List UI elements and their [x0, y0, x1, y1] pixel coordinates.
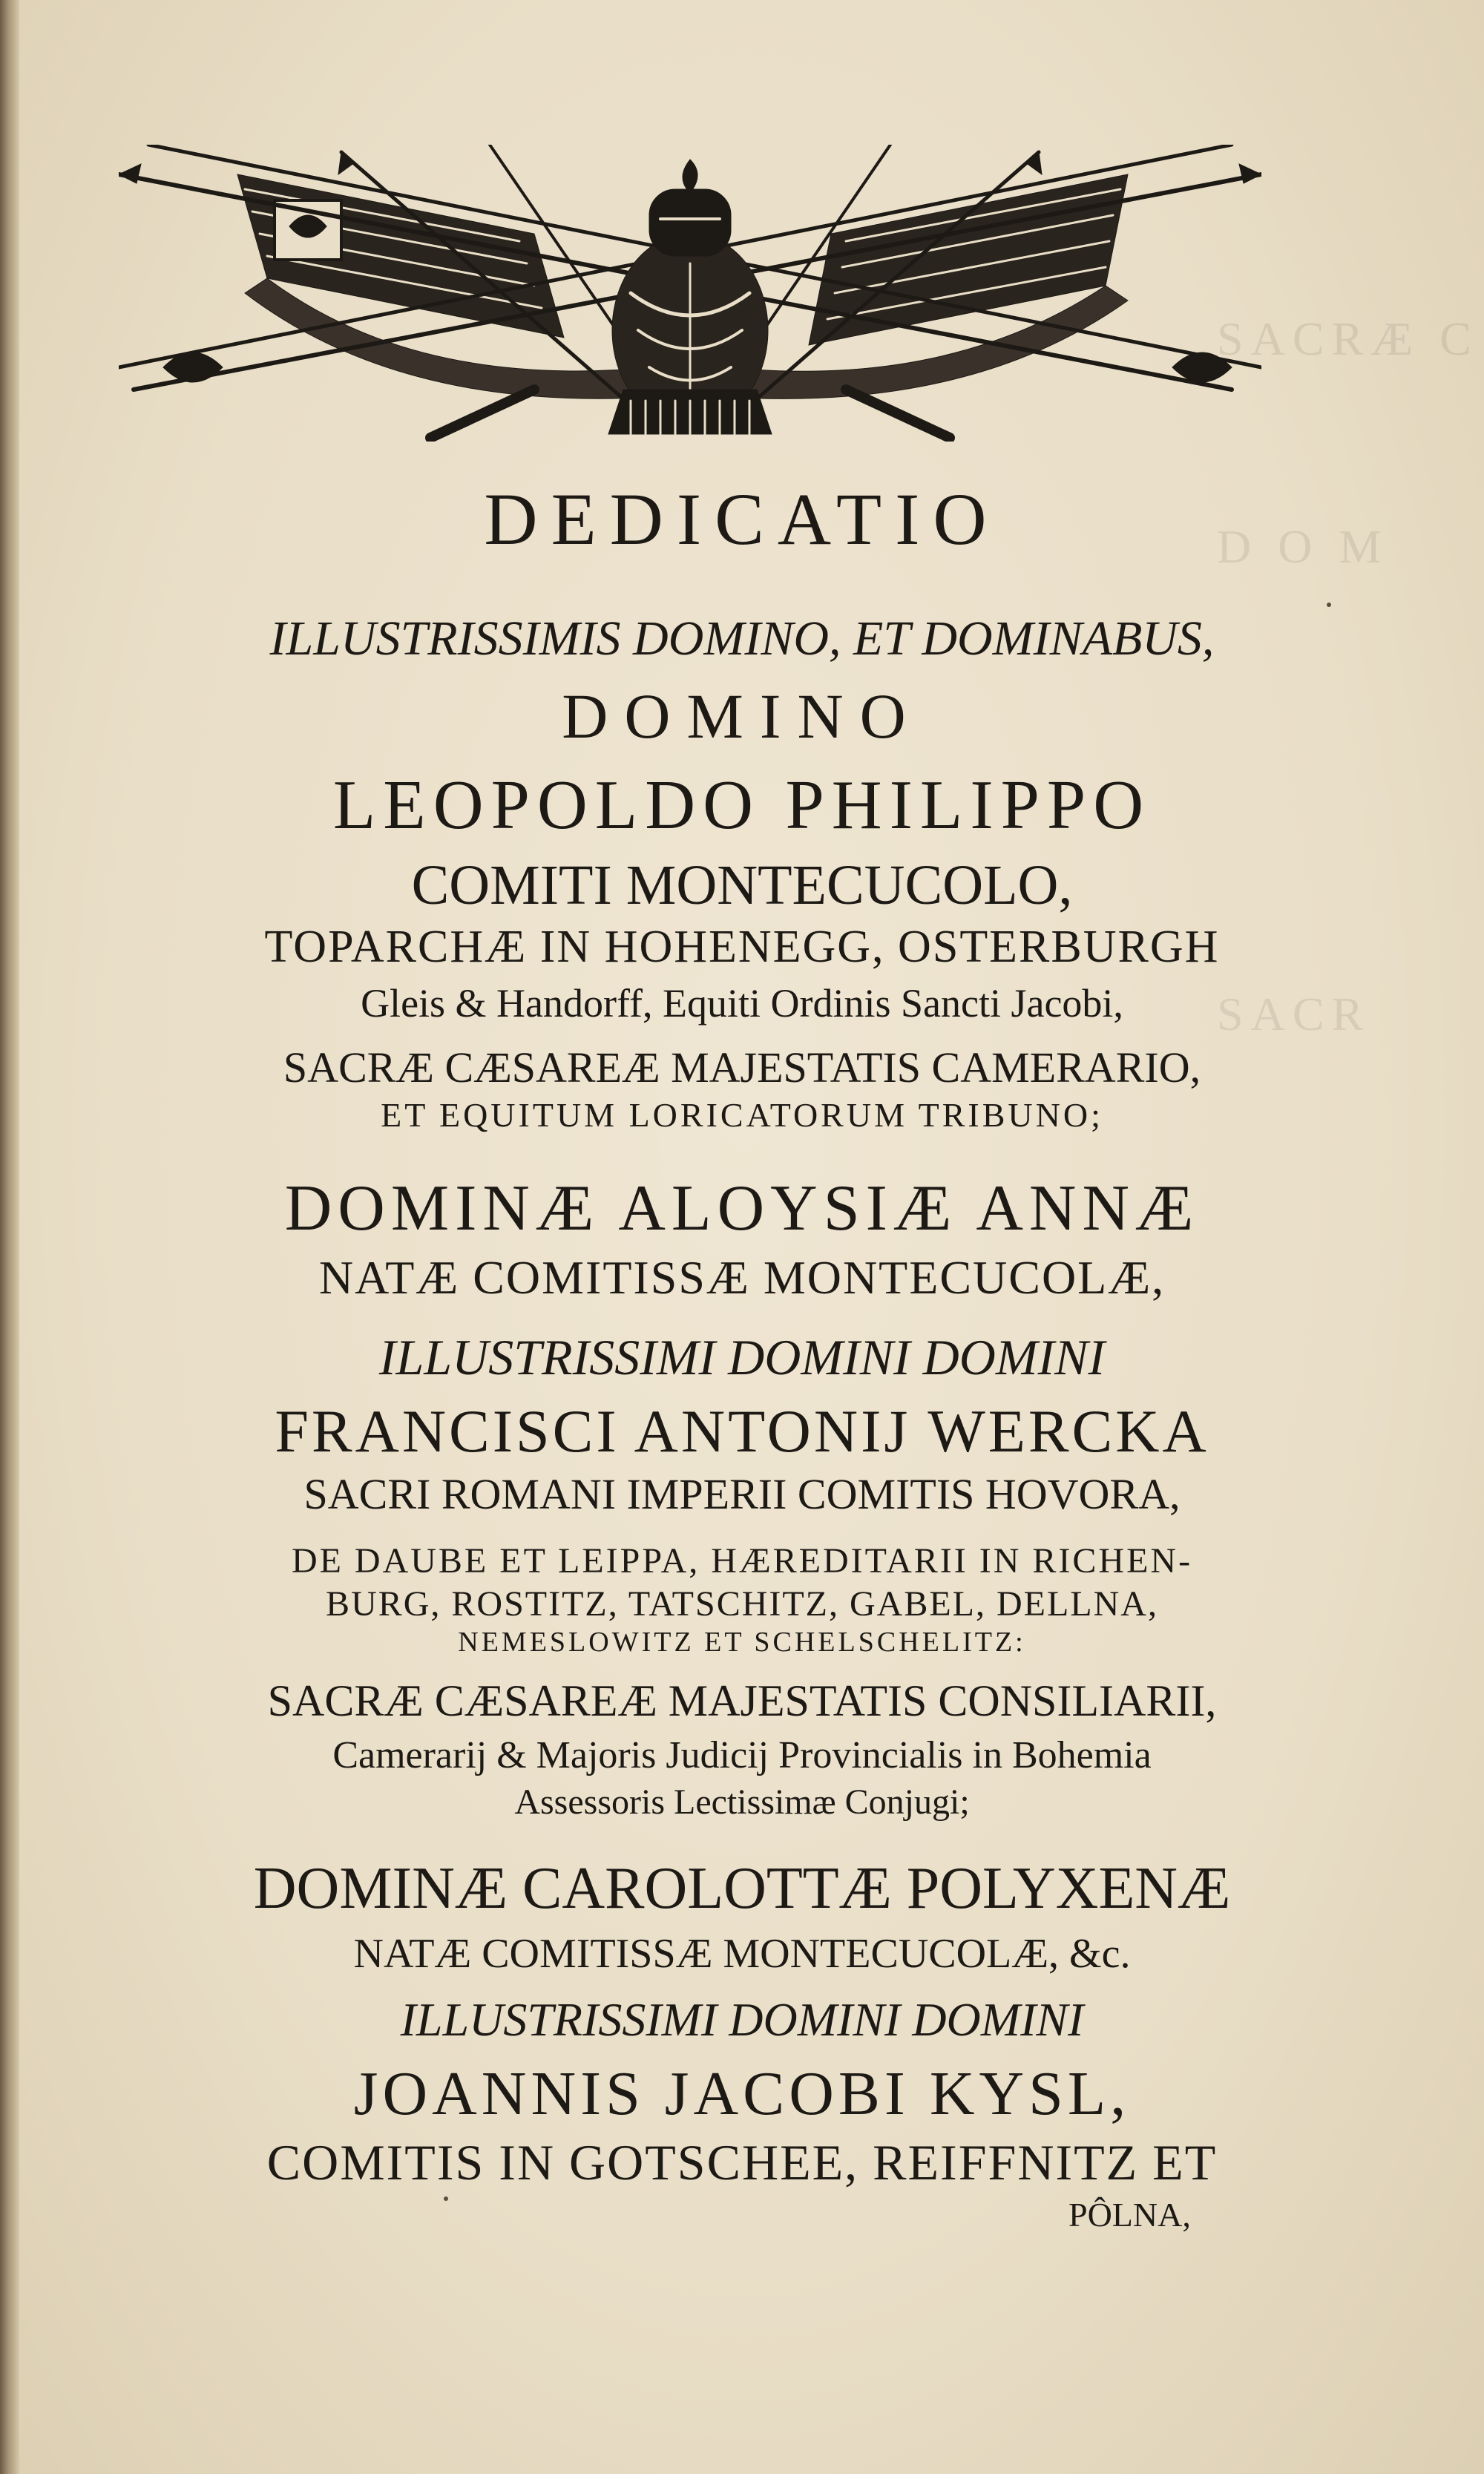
dedication-line: ET EQUITUM LORICATORUM TRIBUNO;: [381, 1096, 1103, 1134]
dedication-line: ILLUSTRISSIMIS DOMINO, ET DOMINABUS,: [269, 611, 1215, 666]
dedication-line: FRANCISCI ANTONIJ WERCKA: [275, 1397, 1209, 1465]
paper-speck: [444, 2196, 448, 2201]
dedication-line: SACRI ROMANI IMPERII COMITIS HOVORA,: [303, 1470, 1181, 1518]
dedication-line: BURG, ROSTITZ, TATSCHITZ, GABEL, DELLNA,: [326, 1584, 1158, 1624]
dedication-line: TOPARCHÆ IN HOHENEGG, OSTERBURGH: [264, 922, 1220, 972]
catchword: PÔLNA,: [1068, 2196, 1191, 2234]
dedication-line: SACRÆ CÆSAREÆ MAJESTATIS CONSILIARII,: [267, 1676, 1217, 1725]
trophy-of-arms-woodcut: [119, 145, 1261, 442]
dedication-line: NATÆ COMITISSÆ MONTECUCOLÆ,: [318, 1251, 1166, 1304]
show-through-text: SACRÆ C: [1217, 312, 1479, 365]
dedication-line: ILLUSTRISSIMI DOMINI DOMINI: [400, 1993, 1084, 2046]
dedication-line: DOMINÆ CAROLOTTÆ POLYXENÆ: [253, 1856, 1231, 1921]
dedication-line: DOMINO: [562, 680, 922, 752]
dedication-line: Assessoris Lectissimæ Conjugi;: [514, 1782, 970, 1822]
dedication-line: LEOPOLDO PHILIPPO: [332, 767, 1152, 844]
dedication-line: Gleis & Handorff, Equiti Ordinis Sancti Jacobi,: [361, 981, 1123, 1026]
page-title: DEDICATIO: [484, 478, 1000, 560]
show-through-text: D O M: [1217, 520, 1389, 573]
dedication-line: COMITIS IN GOTSCHEE, REIFFNITZ ET: [266, 2134, 1218, 2191]
dedication-line: Camerarij & Majoris Judicij Provincialis in Bohemia: [332, 1734, 1152, 1776]
dedication-line: ILLUSTRISSIMI DOMINI DOMINI: [378, 1329, 1106, 1385]
paper-speck: [1327, 603, 1331, 607]
dedication-line: SACRÆ CÆSAREÆ MAJESTATIS CAMERARIO,: [283, 1043, 1201, 1092]
dedication-line: NATÆ COMITISSÆ MONTECUCOLÆ, &c.: [353, 1931, 1131, 1977]
show-through-text: SACR: [1217, 988, 1371, 1040]
dedication-line: DE DAUBE ET LEIPPA, HÆREDITARII IN RICHEN-: [291, 1541, 1193, 1581]
dedication-line: COMITI MONTECUCOLO,: [411, 854, 1073, 916]
dedication-line: NEMESLOWITZ ET SCHELSCHELITZ:: [458, 1627, 1026, 1658]
dedication-line: JOANNIS JACOBI KYSL,: [353, 2059, 1131, 2128]
dedication-line: DOMINÆ ALOYSIÆ ANNÆ: [284, 1172, 1200, 1244]
